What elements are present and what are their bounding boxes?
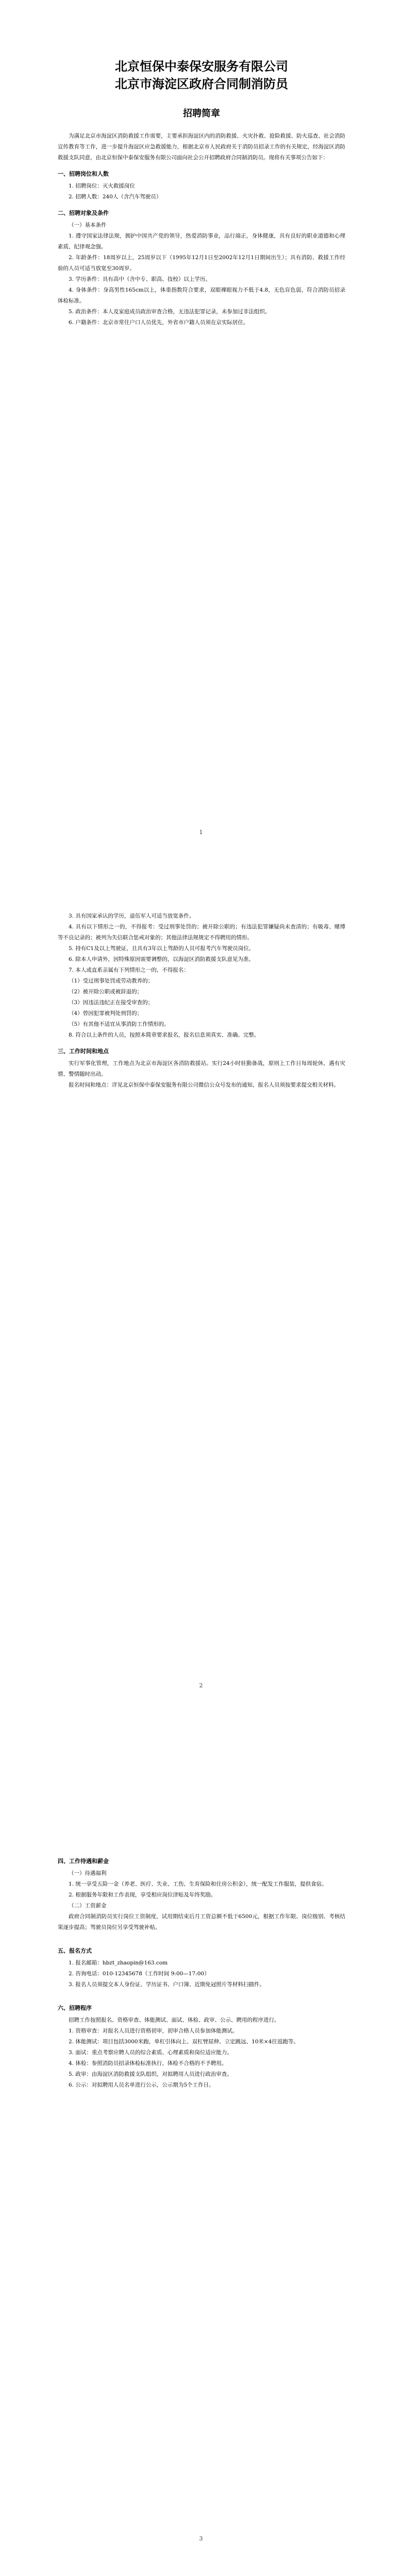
section-line: 2. 咨询电话：010-12345678（工作时间 9:00—17:00） (69, 1971, 210, 1977)
list-item: （1）受过刑事处罚或劳动教养的； (69, 978, 154, 984)
section-line: 6. 除本人申请外，因特殊原因需要调整的，以海淀区消防救援支队意见为准。 (69, 956, 254, 962)
section-line: 报名时间和地点：详见北京恒保中泰保安服务有限公司微信公众号发布的通知，报名人员须按要求提交相关材料。 (69, 1082, 339, 1088)
subsection-heading: （一）基本条件 (69, 222, 107, 228)
section-heading: 一、招聘岗位和人数 (58, 171, 109, 177)
section-line: 3. 具有国家承认的学历，退伍军人可适当放宽条件。 (69, 913, 195, 919)
section-line: 实行军事化管理，工作地点为北京市海淀区各消防救援站。实行24小时驻勤备战，原则上工作日每周轮休，遇有灾情、警情随时出动。 (58, 1060, 345, 1077)
section-line: 1. 报名邮箱：hbzt_zhaopin@163.com (69, 1960, 168, 1966)
page-4 (0, 2560, 402, 2576)
section-line: 3. 报名人员须提交本人身份证、学历证书、户口簿、近期免冠照片等材料扫描件。 (69, 1981, 265, 1988)
page-2 (0, 853, 402, 1706)
list-item: （2）被开除公职或被辞退的； (69, 989, 143, 995)
section-line: 4. 体检：参照消防员招录体检标准执行，体检不合格的不予聘用。 (69, 2060, 227, 2066)
document-subtitle: 北京市海淀区政府合同制消防员 (115, 76, 288, 91)
subsection-heading: （一）待遇福利 (69, 1870, 107, 1876)
list-item: （4）曾因犯罪被判处刑罚的； (69, 1010, 143, 1016)
section-heading: 三、工作时间和地点 (58, 1048, 109, 1055)
section-line: 3. 学历条件：具有高中（含中专、职高、技校）以上学历。 (69, 276, 211, 282)
page-number: 1 (199, 829, 203, 836)
section-line: 招聘工作按照报名、资格审查、体能测试、面试、体检、政审、公示、聘用的程序进行。 (69, 2017, 280, 2023)
section-line: 8. 符合以上条件的人员，按照本简章要求报名，报名信息须真实、准确、完整。 (69, 1032, 260, 1038)
section-line: 5. 持有C1及以上驾驶证，且具有3年以上驾龄的人员可报考汽车驾驶员岗位。 (69, 945, 255, 952)
section-line: 6. 公示：对拟聘用人员名单进行公示，公示期为5个工作日。 (69, 2082, 214, 2088)
section-line: 1. 招聘岗位：灭火救援岗位 (69, 183, 135, 189)
section-line: 2. 年龄条件：18周岁以上，25周岁以下（1995年12月1日至2002年12月1日期间出生）；具有消防、救援工作经验的人员可适当放宽至30周岁。 (58, 255, 345, 272)
section-line: 7. 本人或直系亲属有下列情形之一的，不得报名： (69, 967, 189, 973)
section-heading: 四、工作待遇和薪金 (58, 1858, 109, 1865)
page-3 (0, 1706, 402, 2560)
page-4-content (0, 2560, 402, 2576)
section-line: 5. 政治条件：本人及家庭成员政治审查合格，无违法犯罪记录，未参加过非法组织。 (69, 309, 271, 315)
intro-paragraph: 为满足北京市海淀区消防救援工作需要，主要承担海淀区内的消防救援、火灾扑救、抢险救援、防火巡查、社会消防宣传教育等工作，进一步提升海淀区应急救援能力，根据北京市人民政府关于消防员招录工作的有关规定，经海淀区消防救援支队同意，由北京恒保中泰保安服务有限公司面向社会公开招聘政府合同制消防员。现将有关事项公告如下： (58, 133, 345, 161)
page-1 (0, 0, 402, 853)
section-line: 4. 身体条件：身高男性165cm以上，体重指数符合要求，双眼裸眼视力不低于4.8，无色盲色弱，符合消防员招录体检标准。 (58, 287, 345, 304)
section-line: 1. 遵守国家法律法规，拥护中国共产党的领导，热爱消防事业，品行端正，身体健康，具有良好的职业道德和心理素质，纪律观念强。 (58, 233, 345, 250)
section-line: 2. 根据服务年限和工作表现，享受相应岗位津贴及年终奖励。 (69, 1892, 216, 1898)
section-line: 5. 政审：由海淀区消防救援支队组织，对拟聘用人员进行政治审查。 (69, 2071, 232, 2077)
section-line: 6. 户籍条件：北京市常住户口人员优先，外省市户籍人员须在京实际居住。 (69, 319, 249, 326)
section-line: 3. 面试：重点考察应聘人员的综合素质、心理素质和岗位适应能力。 (69, 2049, 232, 2056)
section-line: 2. 招聘人数：240人（含汽车驾驶员） (69, 194, 162, 200)
company-title: 北京恒保中泰保安服务有限公司 (115, 59, 288, 74)
section-line: 政府合同制消防员实行岗位工资制度，试用期结束后月工资总额不低于6500元，根据工作年限、岗位级别、考核结果逐步提高；驾驶员岗位另享受驾驶补贴。 (58, 1913, 345, 1930)
document-title: 招聘简章 (183, 108, 220, 119)
section-line: 2. 体能测试：项目包括3000米跑、单杠引体向上、双杠臂屈伸、立定跳远、10米×4往返跑等。 (69, 2039, 299, 2045)
page-3-content (0, 1706, 402, 2091)
section-heading: 二、招聘对象及条件 (58, 210, 109, 216)
list-item: （3）因违法违纪正在接受审查的； (69, 999, 154, 1006)
section-heading: 五、报名方式 (58, 1947, 92, 1954)
subsection-heading: （二）工资薪金 (69, 1903, 107, 1909)
section-line: 4. 具有以下情形之一的，不得报考：受过刑事处罚的；被开除公职的；有违法犯罪嫌疑尚未查清的；有吸毒、赌博等不良记录的；被列为失信联合惩戒对象的；其他法律法规规定不得聘用的情形。 (58, 924, 345, 941)
page-number: 3 (199, 2535, 203, 2542)
page-2-content (0, 853, 402, 1091)
section-heading: 六、招聘程序 (58, 2005, 92, 2011)
list-item: （5）有其他不适宜从事消防工作情形的。 (69, 1021, 170, 1027)
section-line: 1. 资格审查：对报名人员进行资格初审，初审合格人员参加体能测试。 (69, 2028, 238, 2034)
page-1-content (0, 0, 402, 328)
page-number: 2 (199, 1682, 203, 1689)
section-line: 1. 统一享受五险一金（养老、医疗、失业、工伤、生育保险和住房公积金），统一配发工作服装，提供食宿。 (69, 1881, 327, 1887)
